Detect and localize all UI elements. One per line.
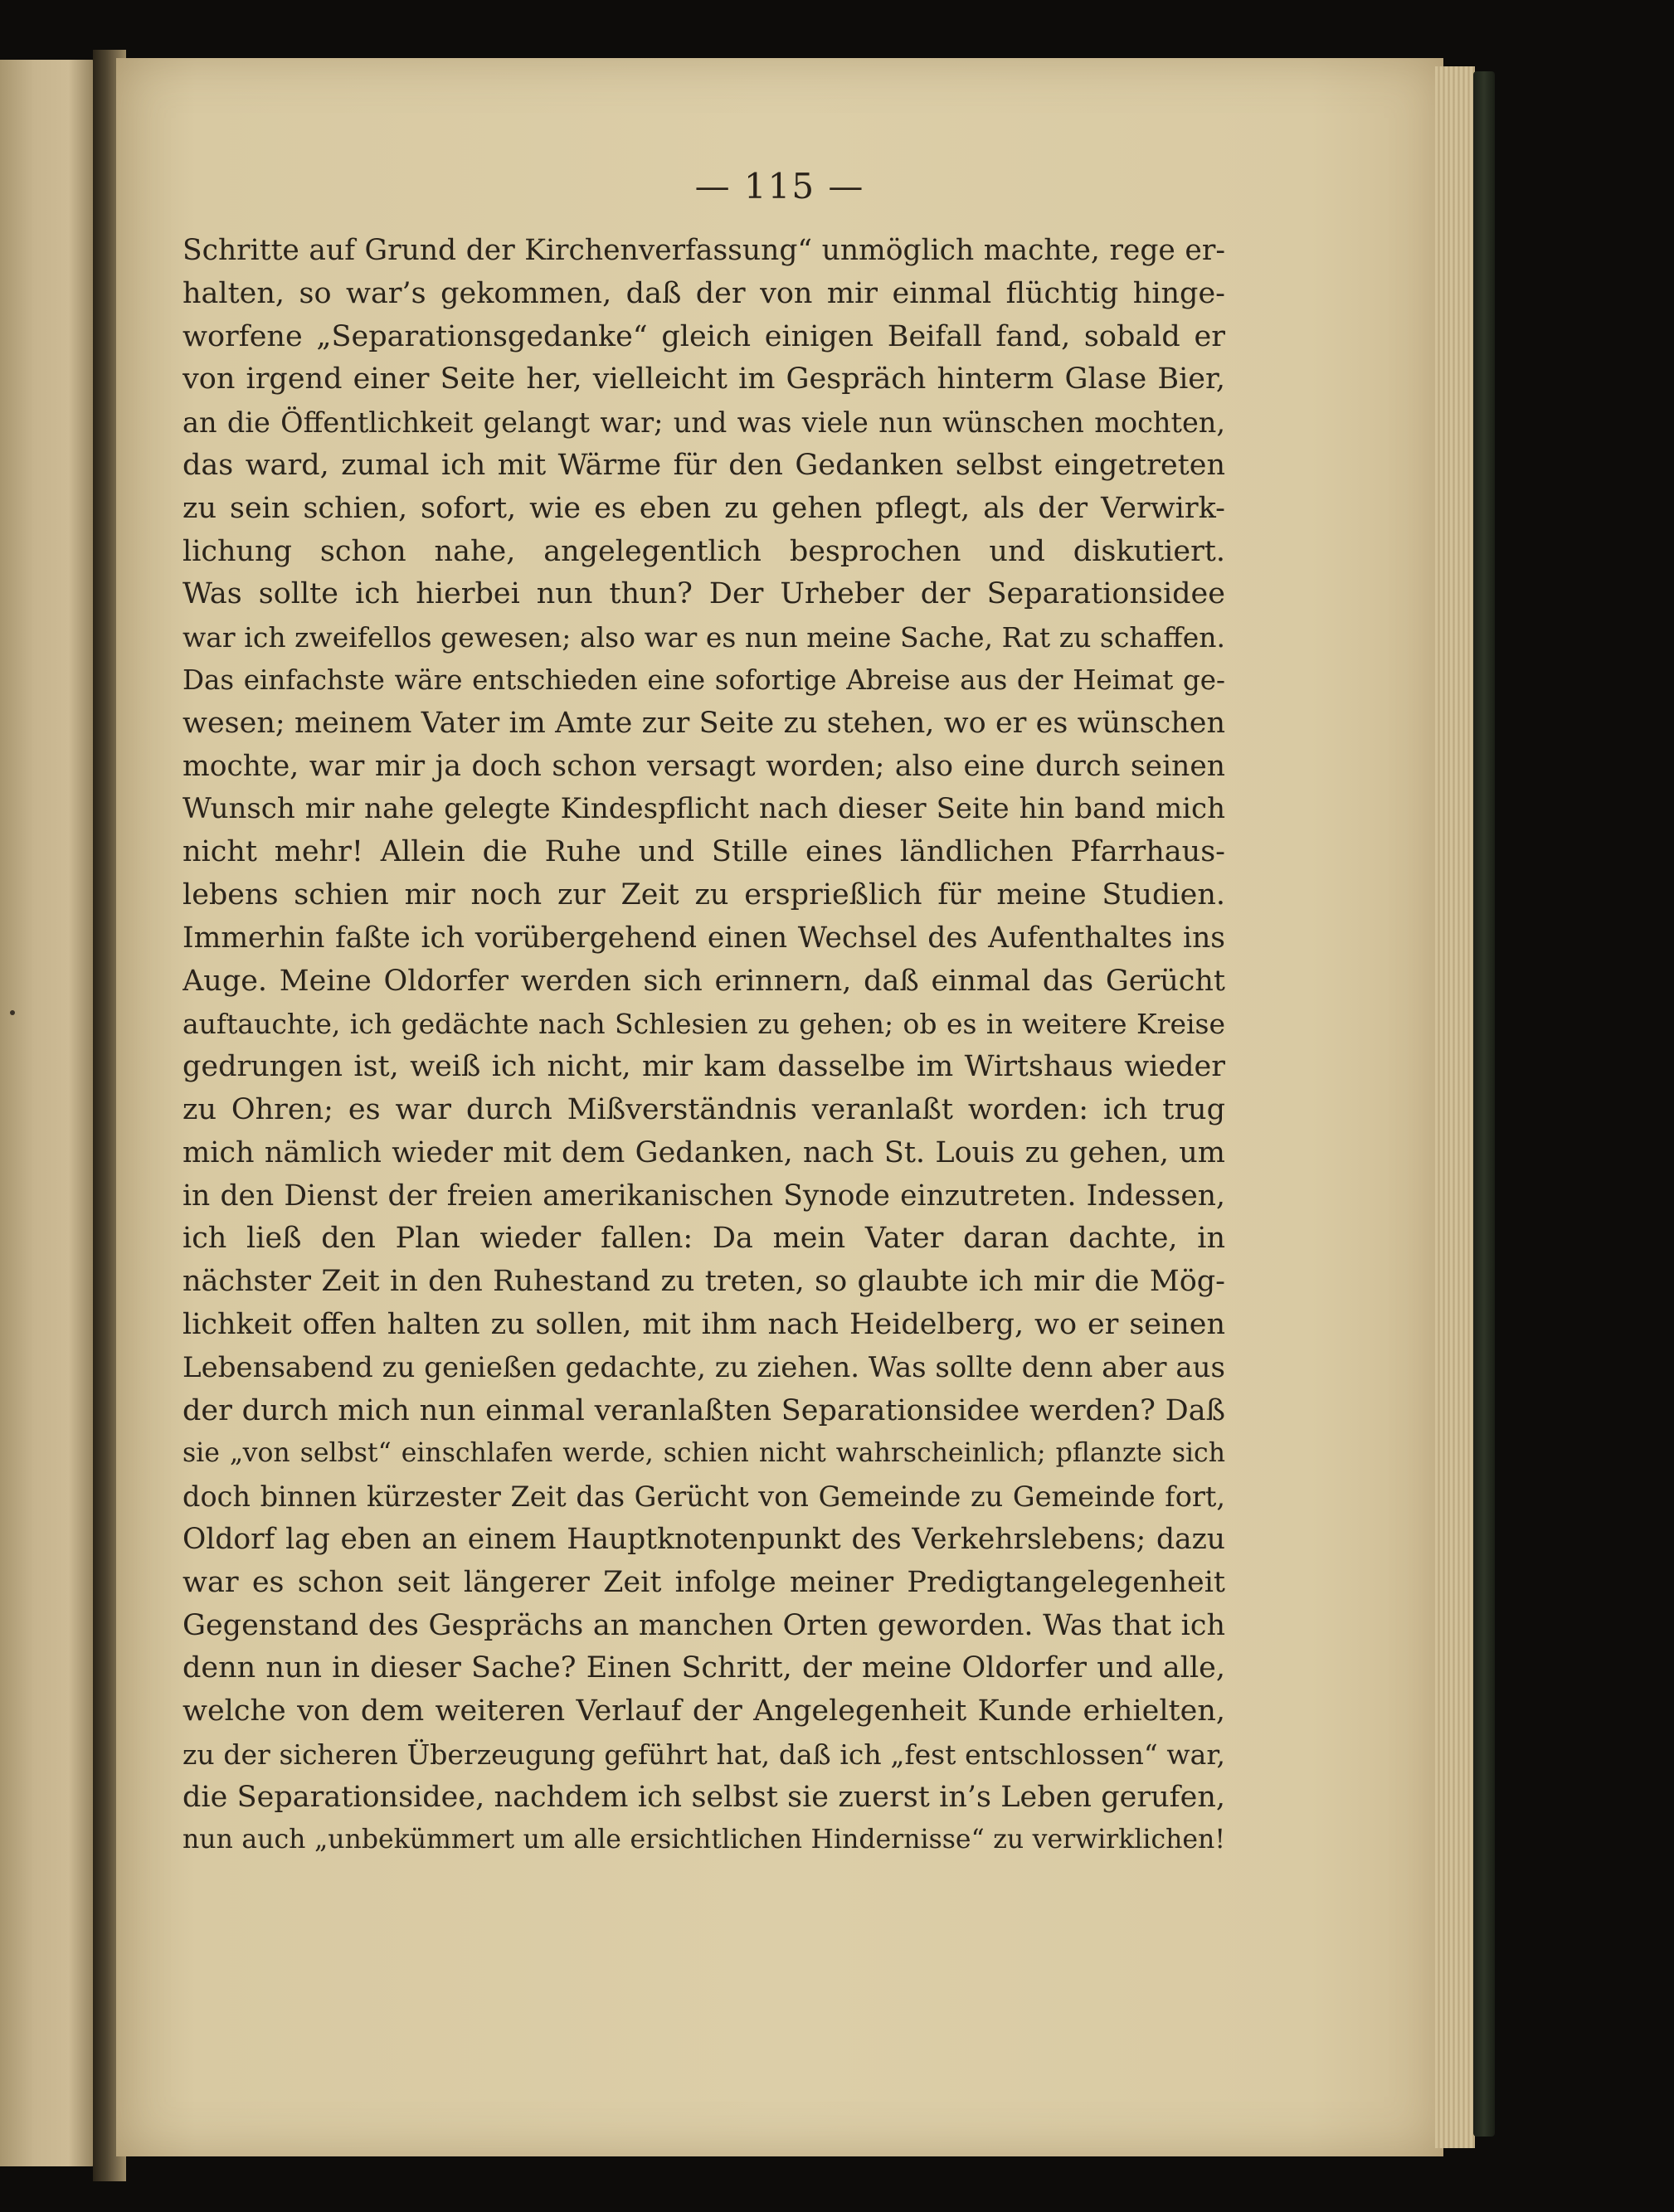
text-line: lebens schien mir noch zur Zeit zu ersprießlich für meine Studien. xyxy=(182,878,1225,912)
text-line: zu sein schien, sofort, wie es eben zu gehen pflegt, als der Verwirk- xyxy=(182,491,1225,525)
text-line: Oldorf lag eben an einem Hauptknotenpunkt des Verkehrslebens; dazu xyxy=(182,1522,1225,1556)
text-line: gedrungen ist, weiß ich nicht, mir kam dasselbe im Wirtshaus wieder xyxy=(182,1050,1225,1084)
text-line: nun auch „unbekümmert um alle ersichtlichen Hindernisse“ zu verwirklichen! xyxy=(182,1825,1225,1855)
text-line: worfene „Separationsgedanke“ gleich einigen Beifall fand, sobald er xyxy=(182,319,1225,353)
page-number: — 115 — xyxy=(694,166,865,207)
stray-ink-dot xyxy=(10,1010,15,1015)
text-line: lichung schon nahe, angelegentlich besprochen und diskutiert. xyxy=(182,534,1225,568)
stacked-page-edges xyxy=(1435,66,1475,2148)
text-line: Das einfachste wäre entschieden eine sofortige Abreise aus der Heimat ge- xyxy=(182,664,1225,696)
text-line: war ich zweifellos gewesen; also war es nun meine Sache, Rat zu schaffen. xyxy=(182,621,1225,654)
previous-page-edge xyxy=(0,60,98,2166)
text-line: von irgend einer Seite her, vielleicht im Gespräch hinterm Glase Bier, xyxy=(182,362,1225,396)
text-line: Auge. Meine Oldorfer werden sich erinnern, daß einmal das Gerücht xyxy=(182,964,1225,998)
text-line: wesen; meinem Vater im Amte zur Seite zu stehen, wo er es wünschen xyxy=(182,706,1225,740)
text-line: auftauchte, ich gedächte nach Schlesien zu gehen; ob es in weitere Kreise xyxy=(182,1008,1225,1041)
text-line: war es schon seit längerer Zeit infolge meiner Predigtangelegenheit xyxy=(182,1565,1225,1599)
book-page xyxy=(116,58,1443,2156)
text-line: denn nun in dieser Sache? Einen Schritt, der meine Oldorfer und alle, xyxy=(182,1651,1225,1685)
text-line: zu Ohren; es war durch Mißverständnis veranlaßt worden: ich trug xyxy=(182,1092,1225,1126)
text-line: Lebensabend zu genießen gedachte, zu ziehen. Was sollte denn aber aus xyxy=(182,1350,1225,1384)
page-text xyxy=(182,230,1225,1862)
text-line: zu der sicheren Überzeugung geführt hat, daß ich „fest entschlossen“ war, xyxy=(182,1738,1225,1771)
text-line: doch binnen kürzester Zeit das Gerücht von Gemeinde zu Gemeinde fort, xyxy=(182,1480,1225,1514)
text-line: Gegenstand des Gesprächs an manchen Orten geworden. Was that ich xyxy=(182,1608,1225,1642)
text-line: in den Dienst der freien amerikanischen Synode einzutreten. Indessen, xyxy=(182,1179,1225,1213)
text-line: Schritte auf Grund der Kirchenverfassung“ unmöglich machte, rege er- xyxy=(182,234,1225,267)
text-line: nächster Zeit in den Ruhestand zu treten, so glaubte ich mir die Mög- xyxy=(182,1265,1225,1299)
text-line: Was sollte ich hierbei nun thun? Der Urheber der Separationsidee xyxy=(182,577,1225,611)
text-line: lichkeit offen halten zu sollen, mit ihm nach Heidelberg, wo er seinen xyxy=(182,1307,1225,1341)
text-line: welche von dem weiteren Verlauf der Angelegenheit Kunde erhielten, xyxy=(182,1694,1225,1728)
text-line: das ward, zumal ich mit Wärme für den Gedanken selbst eingetreten xyxy=(182,448,1225,482)
text-line: halten, so war’s gekommen, daß der von mir einmal flüchtig hinge- xyxy=(182,276,1225,310)
text-line: mochte, war mir ja doch schon versagt worden; also eine durch seinen xyxy=(182,749,1225,783)
text-line: Wunsch mir nahe gelegte Kindespflicht nach dieser Seite hin band mich xyxy=(182,792,1225,826)
book-cover-edge xyxy=(1473,71,1495,2137)
text-line: mich nämlich wieder mit dem Gedanken, nach St. Louis zu gehen, um xyxy=(182,1135,1225,1169)
text-line: Immerhin faßte ich vorübergehend einen Wechsel des Aufenthaltes ins xyxy=(182,921,1225,955)
text-line: an die Öffentlichkeit gelangt war; und was viele nun wünschen mochten, xyxy=(182,406,1225,440)
text-line: sie „von selbst“ einschlafen werde, schien nicht wahrscheinlich; pflanzte sich xyxy=(182,1438,1225,1469)
text-line: ich ließ den Plan wieder fallen: Da mein Vater daran dachte, in xyxy=(182,1222,1225,1256)
text-line: die Separationsidee, nachdem ich selbst sie zuerst in’s Leben gerufen, xyxy=(182,1780,1225,1814)
text-line: der durch mich nun einmal veranlaßten Separationsidee werden? Daß xyxy=(182,1393,1225,1427)
text-line: nicht mehr! Allein die Ruhe und Stille eines ländlichen Pfarrhaus- xyxy=(182,835,1225,869)
